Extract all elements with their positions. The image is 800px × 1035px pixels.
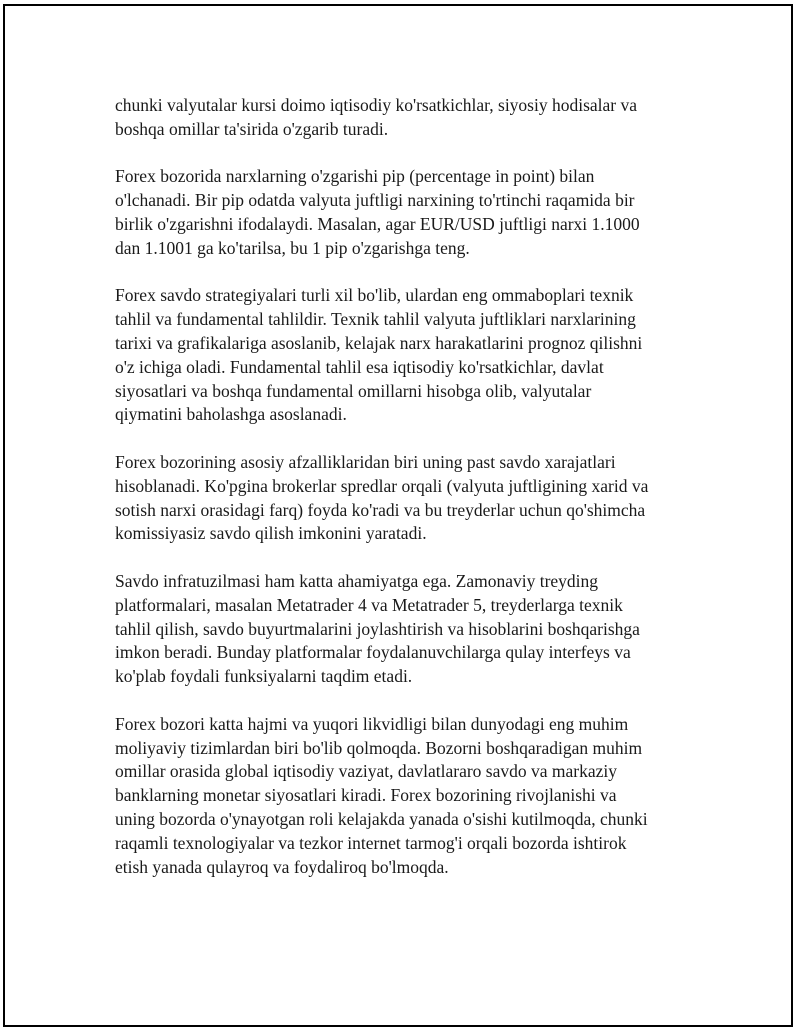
- text-line: qiymatini baholashga asoslanadi.: [115, 404, 347, 425]
- text-line: omillar orasida global iqtisodiy vaziyat, davlatlararo savdo va markaziy: [115, 761, 617, 782]
- paragraph: [115, 94, 695, 142]
- text-line: birlik o'zgarishni ifodalaydi. Masalan, agar EUR/USD juftligi narxi 1.1000: [115, 213, 640, 234]
- paragraph: [115, 451, 695, 546]
- text-line: platformalari, masalan Metatrader 4 va Metatrader 5, treyderlarga texnik: [115, 594, 623, 615]
- text-line: Forex bozorining asosiy afzalliklaridan biri uning past savdo xarajatlari: [115, 451, 616, 472]
- text-line: banklarning monetar siyosatlari kiradi. Forex bozorining rivojlanishi va: [115, 785, 617, 806]
- text-line: chunki valyutalar kursi doimo iqtisodiy ko'rsatkichlar, siyosiy hodisalar va: [115, 95, 638, 115]
- text-line: Forex bozorida narxlarning o'zgarishi pip (percentage in point) bilan: [115, 166, 595, 187]
- text-line: o'z ichiga oladi. Fundamental tahlil esa iqtisodiy ko'rsatkichlar, davlat: [115, 356, 604, 377]
- text-line: imkon beradi. Bunday platformalar foydalanuvchilarga qulay interfeys va: [115, 642, 631, 663]
- document-body: [115, 94, 695, 903]
- text-line: raqamli texnologiyalar va tezkor internet tarmog'i orqali bozorda ishtirok: [115, 832, 627, 853]
- text-line: dan 1.1001 ga ko'tarilsa, bu 1 pip o'zgarishga teng.: [115, 237, 470, 258]
- paragraph: [115, 570, 695, 689]
- text-line: moliyaviy tizimlardan biri bo'lib qolmoqda. Bozorni boshqaradigan muhim: [115, 737, 643, 758]
- paragraph: [115, 713, 695, 880]
- text-line: tahlil va fundamental tahlildir. Texnik tahlil valyuta juftliklari narxlarining: [115, 309, 636, 330]
- text-line: boshqa omillar ta'sirida o'zgarib turadi.: [115, 118, 389, 139]
- text-line: hisoblanadi. Ko'pgina brokerlar spredlar orqali (valyuta juftligining xarid va: [115, 475, 649, 496]
- text-line: tarixi va grafikalariga asoslanib, kelajak narx harakatlarini prognoz qilishni: [115, 332, 643, 353]
- text-line: tahlil qilish, savdo buyurtmalarini joylashtirish va hisoblarini boshqarishga: [115, 618, 640, 639]
- text-line: komissiyasiz savdo qilish imkonini yaratadi.: [115, 523, 427, 544]
- text-line: uning bozorda o'ynayotgan roli kelajakda yanada o'sishi kutilmoqda, chunki: [115, 808, 648, 829]
- paragraph: [115, 284, 695, 427]
- text-line: Forex savdo strategiyalari turli xil bo'lib, ulardan eng ommaboplari texnik: [115, 285, 634, 306]
- text-line: etish yanada qulayroq va foydaliroq bo'lmoqda.: [115, 856, 449, 877]
- text-line: Forex bozori katta hajmi va yuqori likvidligi bilan dunyodagi eng muhim: [115, 713, 629, 734]
- text-line: siyosatlari va boshqa fundamental omillarni hisobga olib, valyutalar: [115, 380, 592, 401]
- text-line: ko'plab foydali funksiyalarni taqdim etadi.: [115, 666, 413, 687]
- paragraph: [115, 165, 695, 260]
- text-line: sotish narxi orasidagi farq) foyda ko'radi va bu treyderlar uchun qo'shimcha: [115, 499, 646, 520]
- text-line: Savdo infratuzilmasi ham katta ahamiyatga ega. Zamonaviy treyding: [115, 570, 599, 591]
- text-line: o'lchanadi. Bir pip odatda valyuta juftligi narxining to'rtinchi raqamida bir: [115, 190, 635, 211]
